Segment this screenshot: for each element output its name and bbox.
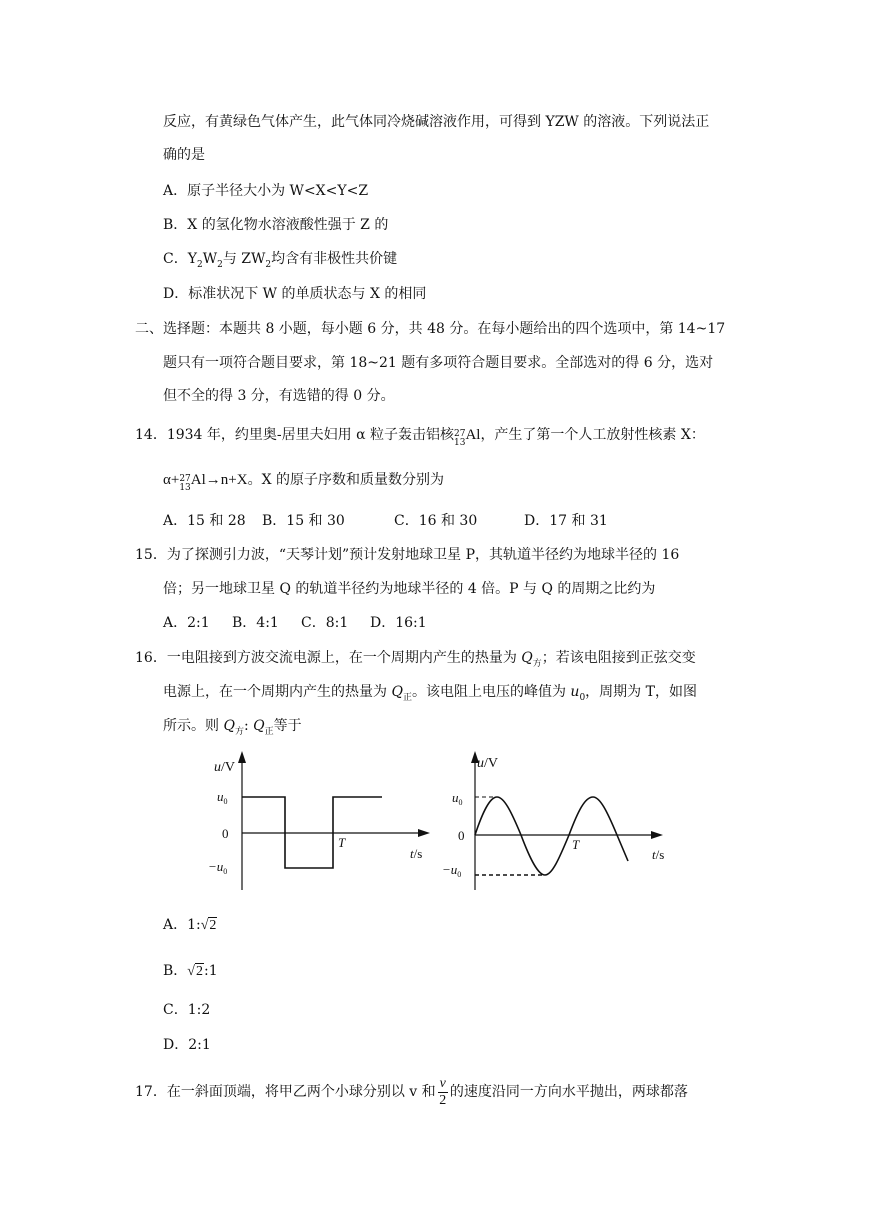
q13-text-line2: 确的是	[163, 147, 205, 163]
q15-stem-line1: 15．为了探测引力波，“天琴计划”预计发射地球卫星 P，其轨道半径约为地球半径的 16	[135, 547, 680, 563]
section2-heading-line3: 但不全的得 3 分，有选错的得 0 分。	[163, 388, 395, 404]
u0-label: $u_0$	[217, 789, 228, 806]
u0-label: $u_0$	[452, 790, 463, 807]
q15-option-b: B．4:1	[232, 615, 279, 631]
v-over-2-fraction: $\frac{v}{2}$	[439, 1075, 447, 1108]
q16-option-a: A．1:√2	[163, 917, 217, 933]
q16-option-c: C．1:2	[163, 1002, 211, 1018]
x-axis-label: t/s	[410, 846, 423, 861]
q15-option-d: D．16:1	[370, 615, 427, 631]
q14-option-a: A．15 和 28	[163, 513, 246, 529]
sine-wave-curve	[475, 797, 628, 875]
period-label: T	[338, 835, 346, 850]
q13-option-b: B．X 的氢化物水溶液酸性强于 Z 的	[163, 217, 389, 233]
section2-heading-line2: 题只有一项符合题目要求，第 18~21 题有多项符合题目要求。全部选对的得 6 分，选对	[163, 355, 714, 371]
q15-option-a: A．2:1	[163, 615, 210, 631]
q16-option-b: B．√2:1	[163, 963, 218, 979]
q14-option-d: D．17 和 31	[524, 513, 608, 529]
x-axis-arrow-icon	[418, 829, 430, 837]
q16-stem-line1: 16．一电阻接到方波交流电源上，在一个周期内产生的热量为 $Q_方$；若该电阻接到正弦交变	[135, 650, 696, 669]
q16-stem-line3: 所示。则 $Q_方$: $Q_正$等于	[163, 718, 302, 737]
q13-option-c: C．$Y_2W_2$与 $ZW_2$均含有非极性共价键	[163, 251, 398, 270]
x-axis-arrow-icon	[651, 831, 663, 839]
q13-option-d: D．标准状况下 W 的单质状态与 X 的相同	[163, 286, 427, 302]
q14-stem-line1: 14．1934 年，约里奥-居里夫妇用 α 粒子轰击铝核 27 13 Al，产生了第一个人工放射性核素 X：	[135, 427, 705, 448]
q14-equation: α+ 27 13 Al→n+X。X 的原子序数和质量数分别为	[163, 472, 444, 493]
q13-option-a: A．原子半径大小为 W<X<Y<Z	[163, 183, 369, 199]
zero-label: 0	[458, 828, 465, 843]
q16-stem-line2: 电源上，在一个周期内产生的热量为 $Q_正$。该电阻上电压的峰值为 $u_0$，周期为 T，如图	[163, 684, 697, 703]
q15-stem-line2: 倍；另一地球卫星 Q 的轨道半径约为地球半径的 4 倍。P 与 Q 的周期之比约为	[163, 581, 656, 597]
x-axis-label: t/s	[652, 847, 665, 862]
q14-option-c: C．16 和 30	[394, 513, 478, 529]
y-axis-label: u/V	[214, 760, 235, 775]
section2-heading-line1: 二、选择题：本题共 8 小题，每小题 6 分，共 48 分。在每小题给出的四个选项中，第 14~17	[135, 321, 726, 337]
neg-u0-label: $-u_0$	[442, 862, 462, 879]
q15-options	[163, 613, 427, 633]
q14-option-b: B．15 和 30	[262, 513, 345, 529]
q17-stem-line1: 17．在一斜面顶端，将甲乙两个小球分别以 v 和 $\frac{v}{2}$ 的速度沿同一方向水平抛出，两球都落	[135, 1075, 688, 1108]
sine-wave-graph	[442, 751, 664, 890]
neg-u0-label: $-u_0$	[208, 859, 228, 876]
square-wave-graph	[208, 751, 430, 890]
y-axis-arrow-icon	[238, 751, 246, 763]
q16-option-d: D．2:1	[163, 1037, 211, 1053]
q15-option-c: C．8:1	[301, 615, 349, 631]
q16-figure	[200, 745, 680, 900]
y-axis-label: u/V	[477, 756, 498, 771]
zero-label: 0	[222, 826, 229, 841]
q13-text-line1: 反应，有黄绿色气体产生，此气体同冷烧碱溶液作用，可得到 YZW 的溶液。下列说法正	[163, 114, 710, 130]
period-label: T	[572, 837, 580, 852]
q14-options	[163, 511, 608, 531]
